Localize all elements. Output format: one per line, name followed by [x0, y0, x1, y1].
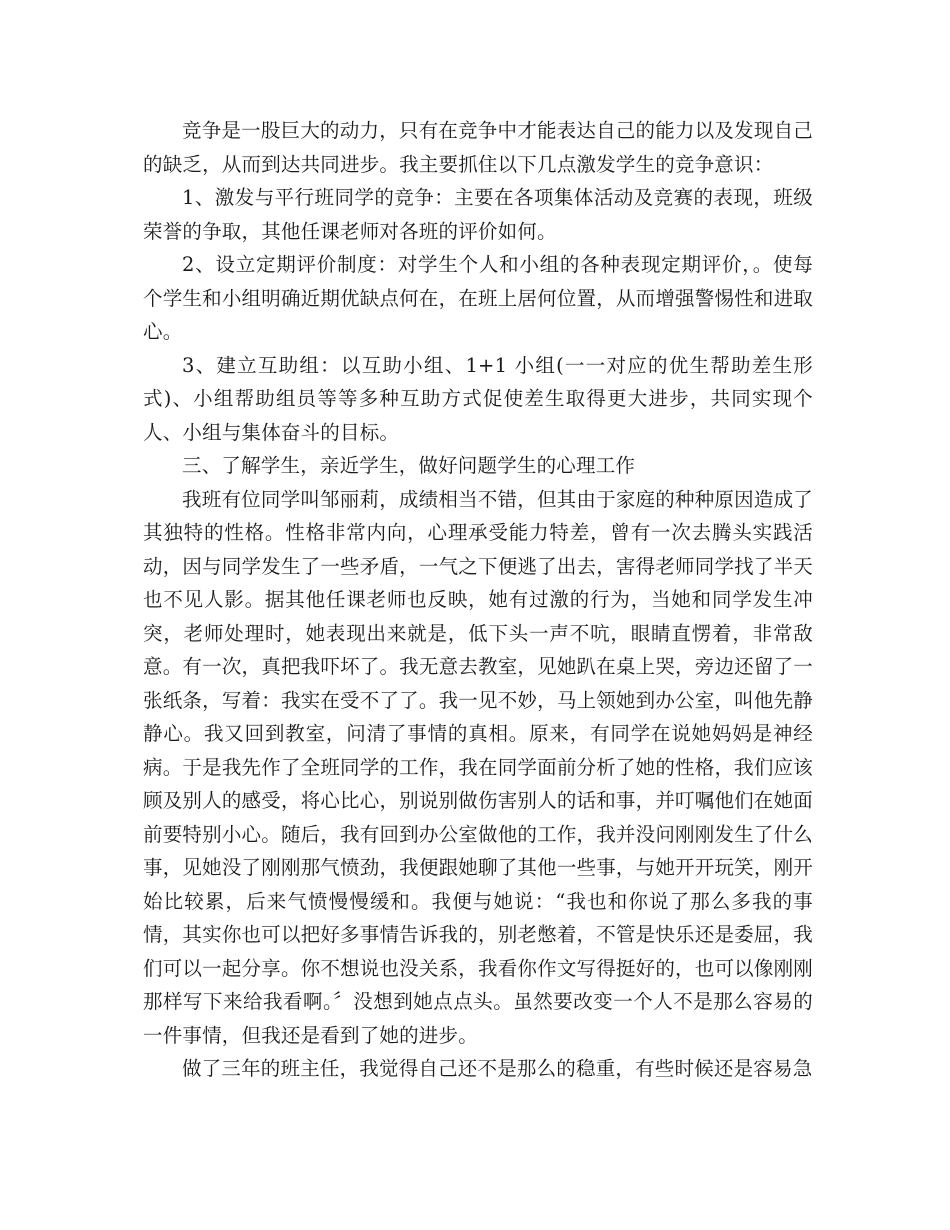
- paragraph-point-3: 3、建立互助组：以互助小组、1+1 小组(一一对应的优生帮助差生形式)、小组帮助组员等等多种互助方式促使差生取得更大进步，共同实现个人、小组与集体奋斗的目标。: [143, 353, 813, 444]
- paragraph-point-2: 2、设立定期评价制度：对学生个人和小组的各种表现定期评价，。使每个学生和小组明确近期优缺点何在，在班上居何位置，从而增强警惕性和进取心。: [143, 253, 813, 343]
- section-heading: 三、了解学生，亲近学生，做好问题学生的心理工作: [182, 454, 636, 477]
- paragraph-point-1: 1、激发与平行班同学的竞争：主要在各项集体活动及竞赛的表现，班级荣誉的争取，其他任课老师对各班的评价如何。: [143, 186, 813, 243]
- paragraph-reflection: 做了三年的班主任，我觉得自己还不是那么的稳重，有些时候还是容易急: [182, 1057, 813, 1080]
- paragraph-student-story: 我班有位同学叫邹丽莉，成绩相当不错，但其由于家庭的种种原因造成了其独特的性格。性格非常内向，心理承受能力特差，曾有一次去腾头实践活动，因与同学发生了一些矛盾，一气之下便逃了出去，害得老师同学找了半天也不见人影。据其他任课老师也反映，她有过激的行为，当她和同学发生冲突，老师处理时，她表现出来就是，低下头一声不吭，眼睛直愣着，非常敌意。有一次，真把我吓坏了。我无意去教室，见她趴在桌上哭，旁边还留了一张纸条，写着：我实在受不了了。我一见不妙，马上领她到办公室，叫他先静静心。我又回到教室，问清了事情的真相。原来，有同学在说她妈妈是神经病。于是我先作了全班同学的工作，我在同学面前分析了她的性格，我们应该顾及别人的感受，将心比心，别说别做伤害别人的话和事，并叮嘱他们在她面前要特别小心。随后，我有回到办公室做他的工作，我并没问刚刚发生了什么事，见她没了刚刚那气愤劲，我便跟她聊了其他一些事，与她开开玩笑，刚开始比较累，后来气愤慢慢缓和。我便与她说：“我也和你说了那么多我的事情，其实你也可以把好多事情告诉我的，别老憋着，不管是快乐还是委屈，我们可以一起分享。你不想说也没关系，我看你作文写得挺好的，也可以像刚刚那样写下来给我看啊。〞没想到她点点头。虽然要改变一个人不是那么容易的一件事情，但我还是看到了她的进步。: [143, 487, 813, 1047]
- paragraph-competition-intro: 竞争是一股巨大的动力，只有在竞争中才能表达自己的能力以及发现自己的缺乏，从而到达共同进步。我主要抓住以下几点激发学生的竞争意识：: [143, 119, 813, 176]
- document-body: [143, 114, 813, 1086]
